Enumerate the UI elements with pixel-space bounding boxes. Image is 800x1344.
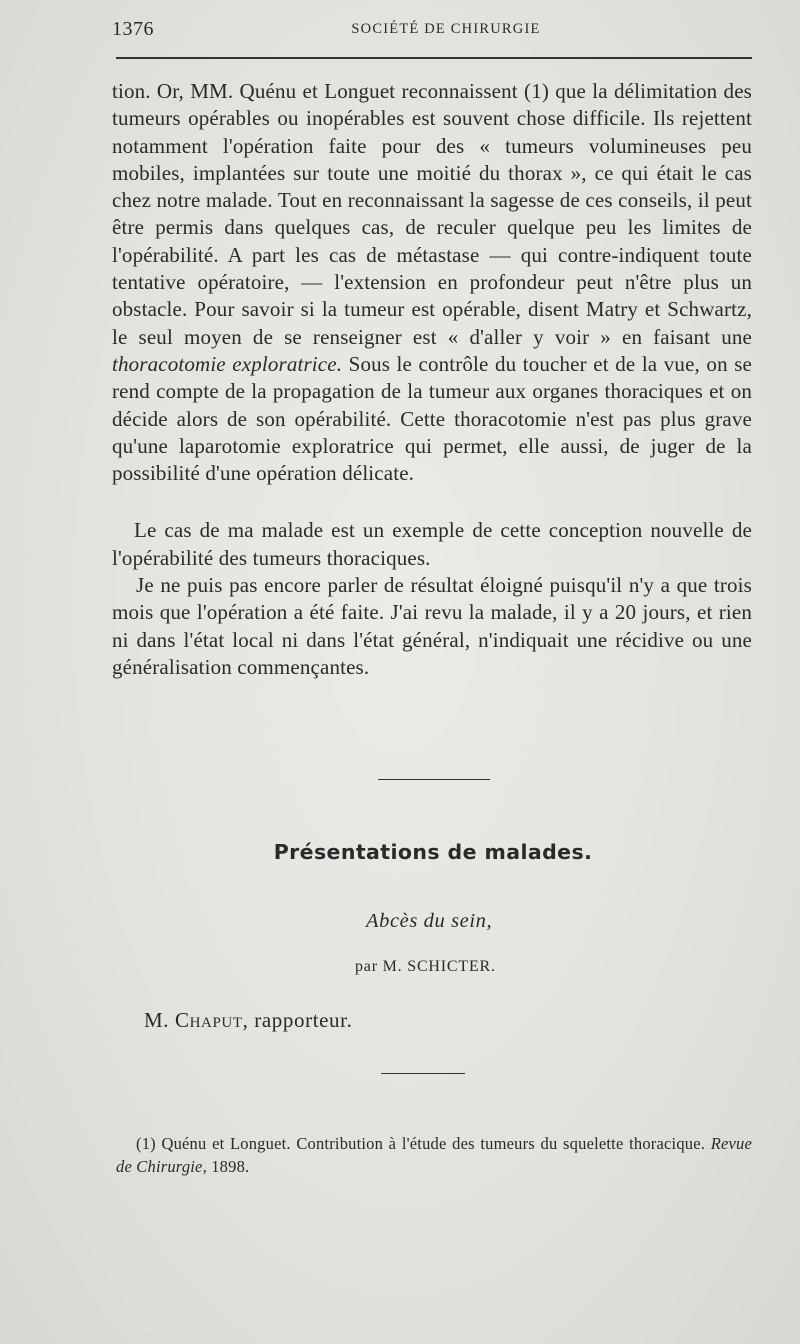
- rapporteur-line: [144, 1008, 352, 1033]
- main-text: [112, 78, 752, 681]
- footnote-body: (1) Quénu et Longuet. Contribution à l'étude des tumeurs du squelette thoracique.: [136, 1134, 706, 1153]
- page-number: 1376: [112, 18, 154, 40]
- rapporteur-suffix: , rapporteur.: [242, 1008, 353, 1032]
- footnote-year: , 1898.: [202, 1157, 250, 1176]
- separator-rule: [378, 779, 490, 780]
- header-rule: [116, 57, 752, 59]
- author-line: par M. SCHICTER.: [355, 958, 496, 975]
- paragraph: Le cas de ma malade est un exemple de cette conception nouvelle de l'opérabilité des tumeurs thoraciques.: [112, 518, 752, 570]
- footnote: [116, 1132, 752, 1178]
- running-head: [112, 18, 750, 44]
- paragraph: [112, 78, 752, 487]
- running-title: SOCIÉTÉ DE CHIRURGIE: [351, 21, 541, 37]
- italic-term: thoracotomie exploratrice.: [112, 351, 343, 376]
- footnote-text: [116, 1132, 752, 1178]
- rapporteur-prefix: M.: [144, 1008, 170, 1032]
- footnote-journal: Revue de Chirurgie: [116, 1134, 753, 1176]
- paragraph-text: tion. Or, MM. Quénu et Longuet reconnaissent (1) que la délimitation des tumeurs opérables ou inopérables est souvent chose difficile. Ils rejettent notamment l'opération faite pour des « tumeurs volumineuses peu mobiles, implantées sur toute une moitié du thorax », ce qui était le cas chez notre malade. Tout en reconnaissant la sagesse de ces conseils, il peut être permis dans quelques cas, de reculer quelque peu les limites de l'opérabilité. A part les cas de métastase — qui contre-indiquent toute tentative opératoire, — l'extension en profondeur peut n'être plus un obstacle. Pour savoir si la tumeur est opérable, disent Matry et Schwartz, le seul moyen de se renseigner est « d'aller y voir » en faisant une: [112, 79, 752, 349]
- rapporteur-name: Chaput: [174, 1008, 243, 1032]
- separator-rule: [381, 1073, 465, 1074]
- article-title: Abcès du sein,: [366, 910, 493, 932]
- paragraph: Je ne puis pas encore parler de résultat éloigné puisqu'il n'y a que trois mois que l'opération a été faite. J'ai revu la malade, il y a 20 jours, et rien ni dans l'état local ni dans l'état général, n'indiquait une récidive ou une généralisation commençantes.: [112, 573, 752, 679]
- paragraph-text: Sous le contrôle du toucher et de la vue, on se rend compte de la propagation de la tumeur aux organes thoraciques et on décide alors de son opérabilité. Cette thoracotomie n'est pas plus grave qu'une laparotomie exploratrice qui permet, elle aussi, de juger de la possibilité d'une opération délicate.: [112, 351, 753, 486]
- section-heading: Présentations de malades.: [273, 840, 593, 864]
